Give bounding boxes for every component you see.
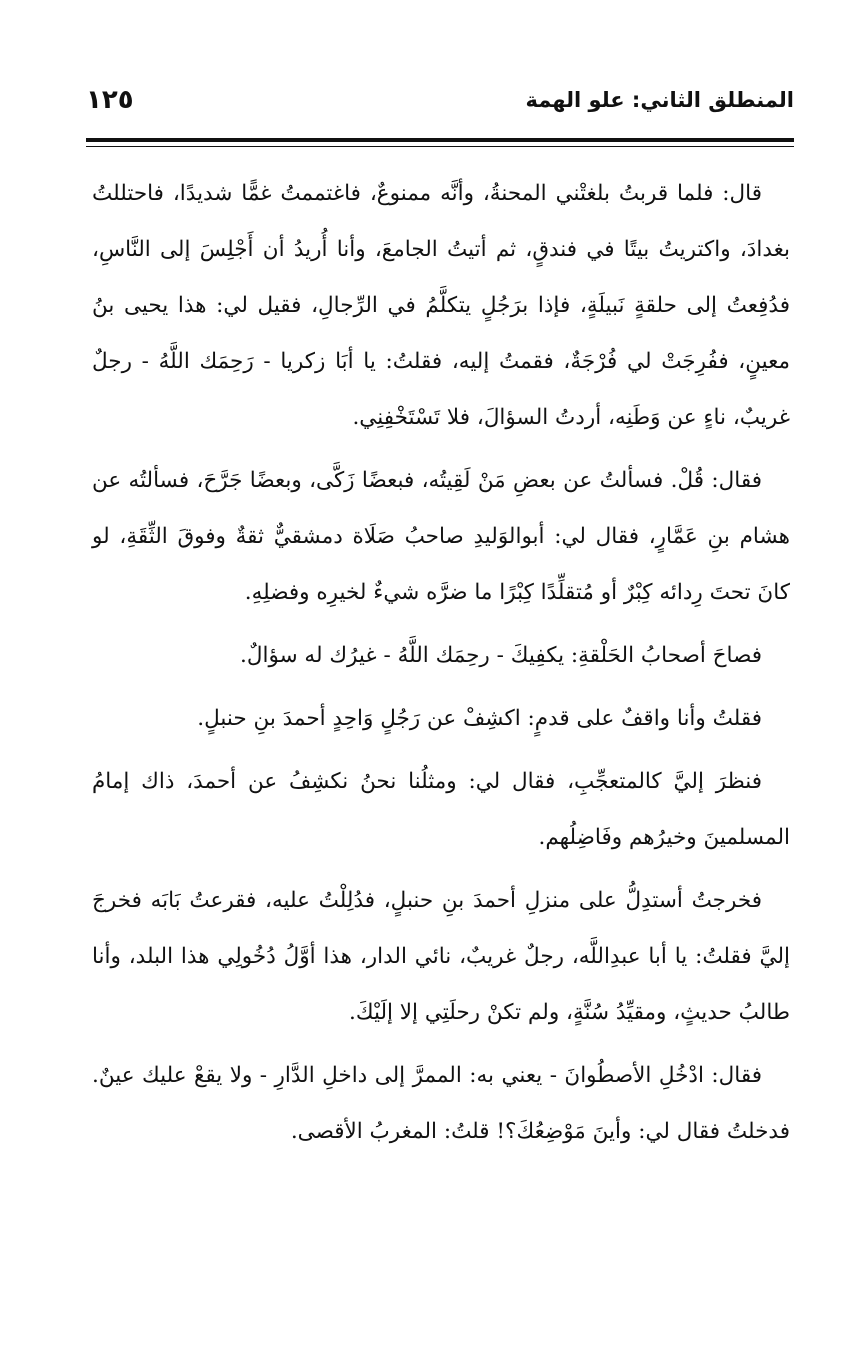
paragraph: قال: فلما قربتُ بلغتْني المحنةُ، وأنَّه ممنوعٌ، فاغتممتُ غمًّا شديدًا، فاحتللتُ بغدادَ، واكتريتُ بيتًا في فندقٍ، ثم أتيتُ الجامعَ، وأنا أُريدُ أن أَجْلِسَ إلى النَّاسِ، فدُفِعتُ إلى حلقةٍ نَبيلَةٍ، فإذا برَجُلٍ يتكلَّمُ في الرِّجالِ، فقيل لي: هذا يحيى بنُ معينٍ، ففُرِجَتْ لي فُرْجَةٌ، فقمتُ إليه، فقلتُ: يا أبَا زكريا - رَحِمَك اللَّهُ - رجلٌ غريبٌ، ناءٍ عن وَطَنِه، أردتُ السؤالَ، فلا تَسْتَخْفِنِي. (92, 181, 790, 430)
paragraph: فصاحَ أصحابُ الحَلْقةِ: يكفِيكَ - رحِمَك اللَّهُ - غيرُك له سؤالٌ. (240, 643, 762, 668)
paragraph: فقال: قُلْ. فسألتُ عن بعضِ مَنْ لَقِيتُه، فبعضًا زَكَّى، وبعضًا جَرَّحَ، فسألتُه عن هشام بنِ عَمَّارٍ، فقال لي: أبوالوَليدِ صاحبُ صَلَاة دمشقيٌّ ثقةٌ وفوقَ الثِّقَةِ، لو كانَ تحتَ رِدائه كِبْرٌ أو مُتقلِّدًا كِبْرًا ما ضرَّه شيءٌ لخيرِه وفضلِهِ. (92, 468, 790, 605)
paragraph: فقلتُ وأنا واقفٌ على قدمٍ: اكشِفْ عن رَجُلٍ وَاحِدٍ أحمدَ بنِ حنبلٍ. (197, 706, 762, 731)
paragraph: فنظرَ إليَّ كالمتعجِّبِ، فقال لي: ومثلُنا نحنُ نكشِفُ عن أحمدَ، ذاك إمامُ المسلمينَ وخيرُهم وفَاضِلُهم. (92, 769, 790, 850)
page-number: ١٢٥ (86, 85, 134, 115)
header-rule-thin (86, 146, 794, 147)
running-header (86, 78, 794, 122)
main-text (92, 166, 790, 1167)
paragraph: فقال: ادْخُلِ الأصطُوانَ - يعني به: الممرَّ إلى داخلِ الدَّارِ - ولا يقعْ عليك عينٌ. فدخلتُ فقال لي: وأينَ مَوْضِعُكَ؟! قلتُ: المغربُ الأقصى. (92, 1063, 790, 1144)
running-title: المنطلق الثاني: علو الهمة (525, 88, 794, 112)
header-rule-thick (86, 138, 794, 142)
paragraph: فخرجتُ أستدِلُّ على منزلِ أحمدَ بنِ حنبلٍ، فدُلِلْتُ عليه، فقرعتُ بَابَه فخرجَ إليَّ فقلتُ: يا أبا عبدِاللَّه، رجلٌ غريبٌ، نائي الدار، هذا أوَّلُ دُخُولِي هذا البلد، وأنا طالبُ حديثٍ، ومقيِّدُ سُنَّةٍ، ولم تكنْ رحلَتِي إلا إلَيْكَ. (92, 888, 790, 1025)
